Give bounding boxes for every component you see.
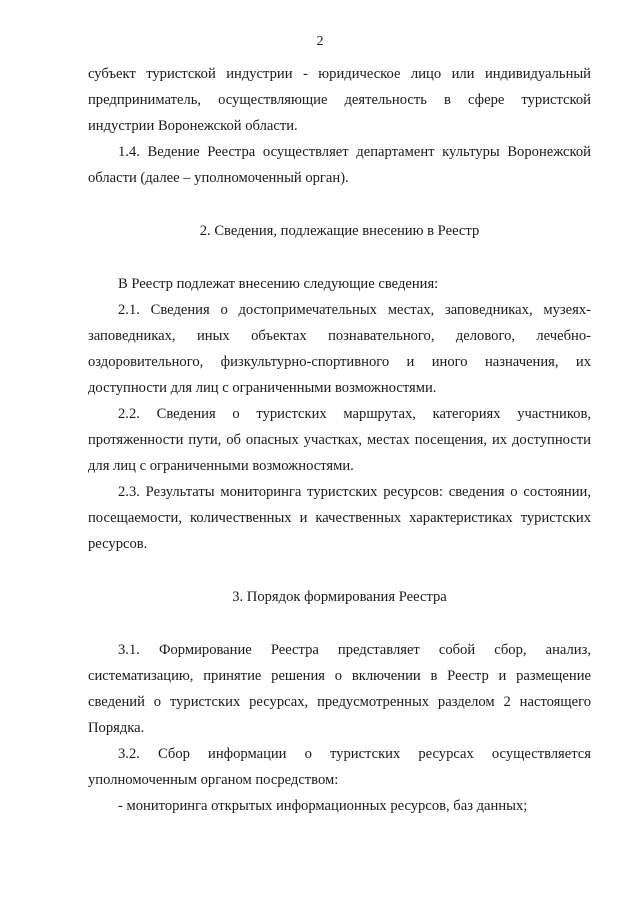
paragraph-2-3: 2.3. Результаты мониторинга туристских ресурсов: сведения о состоянии, посещаемости, количественных и качественных характеристиках туристских ресурсов. bbox=[88, 484, 591, 552]
paragraph-3-2: 3.2. Сбор информации о туристских ресурсах осуществляется уполномоченным органом посредством: bbox=[88, 746, 591, 788]
section-3-heading: 3. Порядок формирования Реестра bbox=[232, 589, 447, 605]
paragraph-3-2-item: - мониторинга открытых информационных ресурсов, баз данных; bbox=[118, 798, 528, 814]
paragraph-1-4: 1.4. Ведение Реестра осуществляет департамент культуры Воронежской области (далее – уполномоченный орган). bbox=[88, 144, 591, 186]
paragraph-3-1: 3.1. Формирование Реестра представляет собой сбор, анализ, систематизацию, принятие решения о включении в Реестр и размещение сведений о туристских ресурсах, предусмотренных разделом 2 настоящего Порядка. bbox=[88, 642, 591, 736]
paragraph-2-1: 2.1. Сведения о достопримечательных местах, заповедниках, музеях-заповедниках, иных объектах познавательного, делового, лечебно-оздоровительного, физкультурно-спортивного и иного назначения, их доступности для лиц с ограниченными возможностями. bbox=[88, 302, 591, 396]
section-2-heading: 2. Сведения, подлежащие внесению в Реестр bbox=[199, 223, 480, 239]
page-number: 2 bbox=[316, 34, 324, 49]
document-body bbox=[88, 61, 591, 819]
paragraph-subject-definition: субъект туристской индустрии - юридическое лицо или индивидуальный предприниматель, осуществляющие деятельность в сфере туристской индустрии Воронежской области. bbox=[88, 66, 591, 134]
paragraph-2-intro: В Реестр подлежат внесению следующие сведения: bbox=[118, 276, 439, 292]
paragraph-2-2: 2.2. Сведения о туристских маршрутах, категориях участников, протяженности пути, об опасных участках, местах посещения, их доступности для лиц с ограниченными возможностями. bbox=[88, 406, 591, 474]
